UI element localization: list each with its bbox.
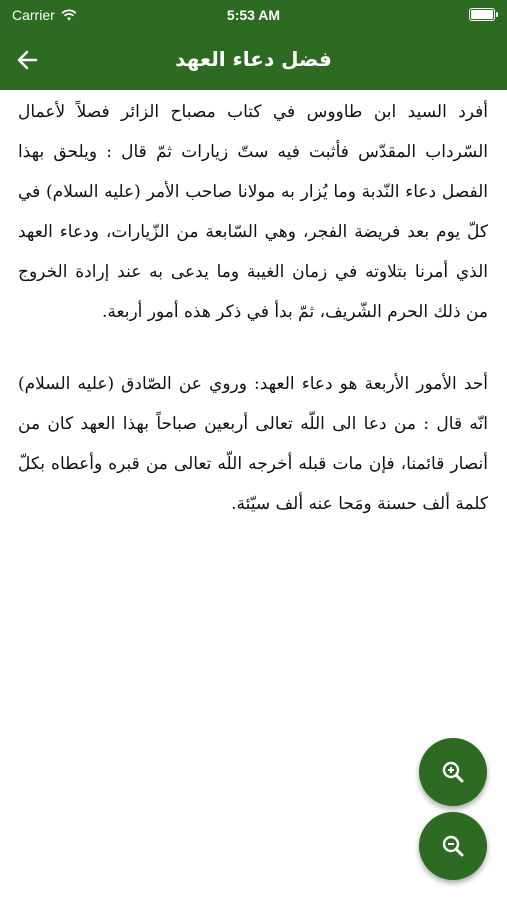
zoom-out-button[interactable]	[419, 812, 487, 880]
battery-icon	[469, 8, 495, 21]
app-bar	[0, 30, 507, 90]
zoom-in-button[interactable]	[419, 738, 487, 806]
paragraph: أفرد السيد ابن طاووس في كتاب مصباح الزائر فصلاً لأعمال السّرداب المقدّس فأثبت فيه ستّ زيارات ثمّ قال : ويلحق بهذا الفصل دعاء النّدبة وما يُزار به مولانا صاحب الأمر (عليه السلام) في كلّ يوم بعد فريضة الفجر، وهي السّابعة من الزّيارات، ودعاء العهد الذي أمرنا بتلاوته في زمان الغيبة وما يدعى به عند إرادة الخروج من ذلك الحرم الشّريف، ثمّ بدأ في ذكر هذه أمور أربعة.	[18, 102, 488, 322]
status-time: 5:53 AM	[226, 7, 281, 23]
zoom-out-icon	[440, 833, 466, 859]
article-body	[18, 92, 488, 556]
zoom-in-icon	[440, 759, 466, 785]
carrier-label: Carrier	[12, 7, 55, 23]
status-bar	[0, 0, 507, 30]
paragraph: أحد الأمور الأربعة هو دعاء العهد: وروي عن الصّادق (عليه السلام) انّه قال : من دعا الى اللّه تعالى أربعين صباحاً بهذا العهد كان من أنصار قائمنا، فإن مات قبله أخرجه اللّه تعالى من قبره وأعطاه بكلّ كلمة ألف حسنة ومَحا عنه ألف سيّئة.	[18, 374, 488, 514]
page-title: فضل دعاء العهد	[175, 47, 332, 71]
